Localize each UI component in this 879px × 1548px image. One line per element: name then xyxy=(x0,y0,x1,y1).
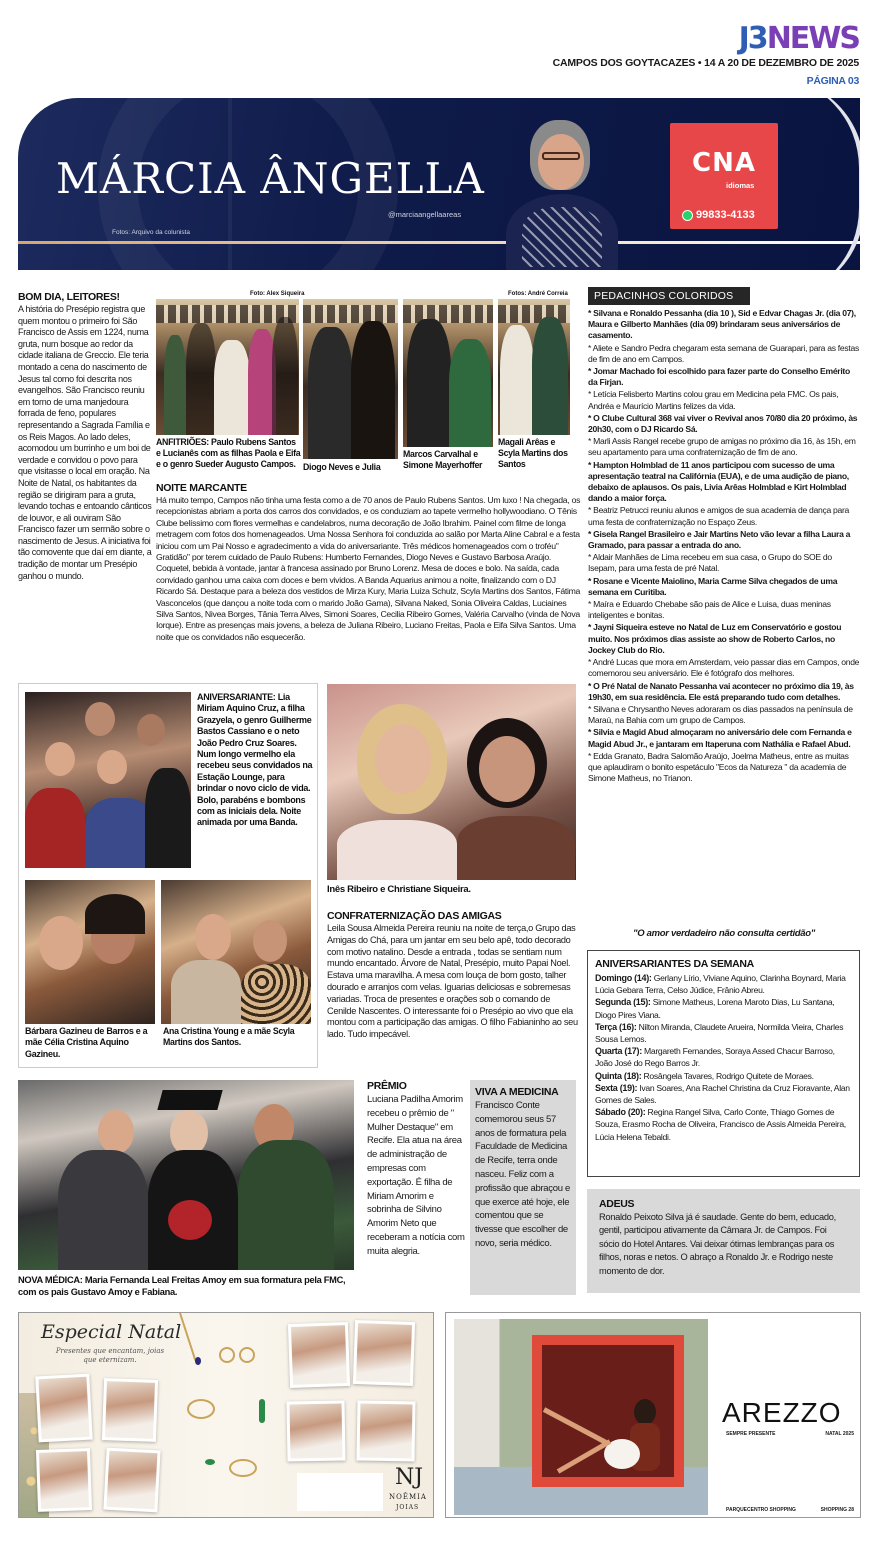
confraternizacao-section xyxy=(327,910,580,1041)
ad-model-photo xyxy=(353,1320,415,1386)
cna-phone xyxy=(682,209,755,222)
pedacinho-item: * André Lucas que mora em Amsterdam, veio passar dias em Campos, onde comemorou seu aniversário. Ele é fotógrafo dos melhores. xyxy=(588,657,860,679)
aniversariantes-box xyxy=(587,950,860,1177)
pedacinho-item: * Aldair Manhães de Lima recebeu em sua casa, o Grupo do SOE do Isepam, para uma festa de pré Natal. xyxy=(588,552,832,574)
pedacinhos-heading: PEDACINHOS COLORIDOS xyxy=(588,287,750,305)
dateline: CAMPOS DOS GOYTACAZES • 14 A 20 DE DEZEMBRO DE 2025 xyxy=(552,57,859,69)
page-number: PÁGINA 03 xyxy=(806,75,859,87)
day-names: Simone Matheus, Lorena Maroto Dias, Lu Santana, Diogo Pires Viana. xyxy=(595,997,835,1020)
ad-title: Especial Natal xyxy=(41,1321,182,1343)
arezzo-tag-left: SEMPRE PRESENTE xyxy=(726,1431,776,1437)
day-label: Quarta (17): xyxy=(595,1046,642,1057)
photo-marcos-simone xyxy=(403,299,493,447)
day-label: Sexta (19): xyxy=(595,1082,638,1093)
day-names: Ivan Soares, Ana Rachel Christina da Cruz Fioravante, Alan Gomes de Sales. xyxy=(595,1082,850,1106)
ad-model-photo xyxy=(288,1322,350,1388)
photo-credit-andre: Fotos: André Correia xyxy=(508,291,568,297)
pedacinho-item: * Rosane e Vicente Maiolino, Maria Carme Silva chegados de uma semana em Curitiba. xyxy=(588,575,838,597)
jewel-ring-emerald xyxy=(229,1459,257,1477)
whatsapp-icon xyxy=(682,210,693,221)
pedacinho-item: * Letícia Felisberto Martins colou grau em Medicina pela FMC. Os pais, Andréa e Maurício Martins felizes da vida. xyxy=(588,389,839,411)
noemia-brand: NOÊMIA xyxy=(389,1493,427,1501)
jewel-earring xyxy=(219,1347,235,1363)
day-label: Domingo (14): xyxy=(595,973,652,983)
photo-diogo-julia xyxy=(303,299,398,459)
arezzo-ad[interactable] xyxy=(445,1312,861,1518)
photo-anfitrioes xyxy=(156,299,299,435)
pedacinho-item: * Silvana e Ronaldo Pessanha (dia 10 ), Sid e Edvar Chagas Jr. (dia 07), Maura e Gilberto Manhães (dia 09) brindaram seus aniversários de casamento. xyxy=(588,308,856,341)
caption-diogo-julia: Diogo Neves e Julia xyxy=(303,462,381,472)
caption-ana-scyla: Ana Cristina Young e a mãe Scyla Martins dos Santos. xyxy=(163,1026,295,1048)
noite-marcante-heading: NOITE MARCANTE xyxy=(156,482,247,494)
confraternizacao-heading: CONFRATERNIZAÇÃO DAS AMIGAS xyxy=(327,910,502,922)
pedacinho-item: * O Clube Cultural 368 vai viver o Revival anos 70/80 dia 20 próximo, às 20h30, com o DJ Ricardo Sá. xyxy=(588,412,858,435)
ad-model-photo xyxy=(103,1448,160,1513)
pedacinho-item: * Silvia e Magid Abud almoçaram no aniversário dele com Fernanda e Magid Abud Jr., e jantaram em Itaperuna com Nathália e Rafael Abud. xyxy=(588,727,852,749)
photo-credit-alex: Foto: Alex Siqueira xyxy=(250,291,305,297)
jewel-ring xyxy=(187,1399,215,1419)
cna-phone-number: 99833-4133 xyxy=(696,209,755,221)
pedacinho-item: * Aliete e Sandro Pedra chegaram esta semana de Guarapari, para as festas de fim de ano em Campos. xyxy=(588,342,859,364)
noemia-joias-ad[interactable] xyxy=(18,1312,434,1518)
caption-marcos-simone: Marcos Carvalhal e Simone Mayerhoffer xyxy=(403,449,483,470)
noemia-monogram: NJ xyxy=(395,1465,424,1490)
aniversariantes-day xyxy=(595,1045,852,1069)
quote: "O amor verdadeiro não consulta certidão" xyxy=(632,928,815,939)
pedacinho-item: * Jayni Siqueira esteve no Natal de Luz em Conservatório e gostou muito. Nos próximos dias assiste ao show de Roberto Carlos, no Jockey Club do Rio. xyxy=(588,622,842,655)
photo-ines-christiane xyxy=(327,684,576,880)
ad-model-photo xyxy=(286,1400,345,1461)
caption-barbara-celia: Bárbara Gazineu de Barros e a mãe Célia Cristina Aquino Gazineu. xyxy=(25,1026,148,1059)
pedacinho-item: * Hampton Holmblad de 11 anos participou com sucesso de uma apresentação teatral na Califórnia (EUA), e de uma audição de piano, debaixo de aplausos. Os pais, Livia Arêas Holmblad e Kirt Holmblad dando a maior força. xyxy=(588,459,849,504)
aniversariantes-day xyxy=(595,996,852,1020)
adeus-section xyxy=(587,1189,860,1293)
day-names: Margareth Fernandes, Soraya Assed Chacur Barroso, João José do Rego Barros Jr. xyxy=(595,1046,835,1069)
day-label: Quinta (18): xyxy=(595,1070,642,1081)
day-names: Nilton Miranda, Claudete Arueira, Normilda Vieira, Charles Sousa Lemos. xyxy=(595,1021,844,1045)
ad-model-photo xyxy=(35,1374,92,1443)
j3news-logo xyxy=(738,21,859,56)
cna-sub: idiomas xyxy=(726,181,755,190)
ad-model-photo xyxy=(102,1378,158,1442)
day-label: Terça (16): xyxy=(595,1021,637,1032)
ad-store-info xyxy=(297,1473,383,1511)
aniversariantes-heading: ANIVERSARIANTES DA SEMANA xyxy=(595,958,754,970)
pedacinhos-list xyxy=(588,308,860,785)
aniversariantes-day xyxy=(595,972,852,996)
day-label: Segunda (15): xyxy=(595,997,651,1008)
caption-anfitrioes: ANFITRIÕES: Paulo Rubens Santos e Lucianês com as filhas Paola e Eifa e o genro Sueder Augusto Campos. xyxy=(156,437,301,469)
confraternizacao-text: Leila Sousa Almeida Pereira reuniu na noite de terça,o Grupo das Amigas do Chá, para um jantar em seu belo apê, todo decorado com motivo natalino. Desde a entrada , todas se sentiam num mundo encantado. Árvore de Natal, Presépio, muito Papai Noel. Estava uma maravilha. A mesa com louça de bom gosto, talher dourado e arranjos com velas. Iguarias deliciosas e sobremesas variadas. Troca de presentes e orações sob o comando de Cenilde Nascentes. O interessante foi o Presépio ao vivo que ela montou com a participação das amigas. O filho Fabianinho ao seu lado. Tudo impecável. xyxy=(327,923,578,1040)
noemia-brand-sub: JOIAS xyxy=(396,1504,420,1511)
logo-news: NEWS xyxy=(766,21,859,56)
jewel-pendant-emerald xyxy=(205,1459,215,1465)
pedacinho-item: * Silvana e Chrysantho Neves adoraram os dias passados na península de Maraú, na Bahia com um grupo de Campos. xyxy=(588,703,853,726)
photo-barbara-celia xyxy=(25,880,155,1024)
banner-gold-line xyxy=(18,241,860,244)
caption-nova-medica: NOVA MÉDICA: Maria Fernanda Leal Freitas Amoy em sua formatura pela FMC, com os pais Gustavo Amoy e Fabiana. xyxy=(18,1275,346,1297)
premio-text: Luciana Padilha Amorim recebeu o prêmio de " Mulher Destaque" em Recife. Ela atua na área de administração de empresas com exportação. É filha de Miriam Amorim e sobrinha de Silvino Amorim Neto que receberam a notícia com muita alegria. xyxy=(367,1094,465,1257)
aniversariantes-day xyxy=(595,1070,852,1082)
caption-magali-scyla: Magali Arêas e Scyla Martins dos Santos xyxy=(498,437,568,469)
viva-medicina-text: Francisco Conte comemorou seus 57 anos de formatura pela Faculdade de Medicina de Recife, terra onde nasceu. Feliz com a profissão que abraçou e que exerce até hoje, ele comentou que se tivesse que escolher de novo, seria médico. xyxy=(475,1100,571,1249)
arezzo-footer-left: PARQUECENTRO SHOPPING xyxy=(726,1507,796,1513)
photo-magali-scyla xyxy=(498,299,570,435)
day-label: Sábado (20): xyxy=(595,1107,646,1118)
pedacinho-item: * Beatriz Petrucci reuniu alunos e amigos de sua academia de dança para uma festa de confraternização no Espaço Zeus. xyxy=(588,505,850,527)
bom-dia-text: A história do Presépio registra que quem montou o primeiro foi São Francisco de Assis em 1224, numa gruta, num bosque ao redor da cidade italiana de Greccio. Ele teria montado a cena do nascimento de Jesus tal como foi descrita nos evangelhos. São Francisco reuniu em torno de uma manjedoura forrada de feno, populares representando a Sagrada Família e os Reis Magos. Ao lado deles, acomodou um burrinho e um boi de verdade e convidou o povo para que visitasse o local em oração. Na Noite de Natal, os habitantes da região se dirigiram para a gruta, levando tochas e entoando cânticos de louvor, e ali ouviram São Francisco fazer um sermão sobre o nascimento de Jesus. A iniciativa foi tão comovente que daí em diante, a tradição de montar um Presépio ganhou o mundo. xyxy=(18,304,152,581)
premio-section xyxy=(367,1080,465,1259)
adeus-heading: ADEUS xyxy=(599,1198,635,1210)
aniversariantes-day xyxy=(595,1021,852,1045)
jewel-pendant xyxy=(195,1357,201,1365)
cna-ad[interactable] xyxy=(670,123,778,229)
column-banner xyxy=(18,98,860,270)
premio-heading: PRÊMIO xyxy=(367,1080,407,1092)
bom-dia-section xyxy=(18,291,152,582)
pedacinho-item: * Maíra e Eduardo Chebabe são pais de Alice e Luisa, duas meninas inteligentes e bonitas. xyxy=(588,599,831,621)
arezzo-footer-right: SHOPPING 28 xyxy=(820,1507,854,1513)
adeus-text: Ronaldo Peixoto Silva já é saudade. Gente do bem, educado, gentil, participou ativamente da Câmara Jr. de Campos. Foi sócio do Hotel Antares. Vai deixar ótimas lembranças para os filhos, noras e netos. O abraço a Ronaldo Jr. e Rodrigo neste momento de dor. xyxy=(599,1212,836,1276)
banner-decoration xyxy=(774,98,860,270)
noite-marcante-section xyxy=(156,482,582,643)
pedacinho-item: * Marli Assis Rangel recebe grupo de amigas no próximo dia 16, às 15h, em seu apartamento para uma confraternização de fim de ano. xyxy=(588,436,856,458)
bom-dia-heading: BOM DIA, LEITORES! xyxy=(18,291,120,303)
aniversariantes-day xyxy=(595,1106,852,1143)
pedacinho-item: * Edda Granato, Badra Salomão Araújo, Joelma Matheus, entre as muitas que aplaudiram o bonito espetáculo "Ecos da Natureza " da academia de Simone Matheus, no Trianon. xyxy=(588,750,849,784)
arezzo-photo xyxy=(454,1319,708,1515)
columnist-portrait xyxy=(500,112,620,270)
arezzo-logo: AREZZO xyxy=(722,1397,842,1428)
pedacinho-item: * O Pré Natal de Nanato Pessanha vai acontecer no próximo dia 19, às 19h30, em sua residência. Ele está preparando tudo com detalhes. xyxy=(588,680,854,702)
pedacinho-item: * Gisela Rangel Brasileiro e Jair Martins Neto vão levar a filha Laura a Gramado, para passar a entrada do ano. xyxy=(588,528,851,551)
aniversariante-box xyxy=(18,683,318,1068)
day-names: Gerlany Lírio, Viviane Aquino, Clarinha Boynard, Maria Lúcia Gebara Terra, Celso Júdice, Frânio Abreu. xyxy=(595,973,846,996)
aniversariantes-day xyxy=(595,1082,852,1106)
day-names: Regina Rangel Silva, Carlo Conte, Thiago Gomes de Souza, Erasmo Rocha de Oliveira, Francisco de Assis Almeida Pereira, Lúcia Helena Tebaldi. xyxy=(595,1107,846,1142)
ad-model-photo xyxy=(356,1400,415,1461)
instagram-handle: @marciaangellaareas xyxy=(388,210,462,219)
viva-medicina-heading: VIVA A MEDICINA xyxy=(475,1086,559,1098)
ad-model-photo xyxy=(36,1448,92,1512)
photo-nova-medica xyxy=(18,1080,354,1270)
photo-ana-scyla xyxy=(161,880,311,1024)
ad-tagline: Presentes que encantam, joias que eternizam. xyxy=(55,1347,165,1364)
viva-medicina-section xyxy=(470,1080,576,1295)
day-names: Rosângela Tavares, Rodrigo Quitete de Moraes. xyxy=(641,1070,814,1081)
jewel-earring xyxy=(239,1347,255,1363)
noite-marcante-text: Há muito tempo, Campos não tinha uma festa como a de 70 anos de Paulo Rubens Santos. Um luxo ! Na chegada, os recepcionistas abriam a porta dos carros dos convidados, e os conduziam ao tapete vermelho hollywoodiano. O Tênis Clube belíssimo com flores vermelhas e candelabros, numa decoração de João Ibrahim. Painel com filme de longa metragem com fotos dos homenageados. Uma Nossa Senhora foi conduzida ao salão por Marta Aline Cabral e a festa iniciou com um Pai Nosso e agradecimento a vida do aniversariante. Três médicos homenageados com o troféu" Gratidão" por terem cuidado de Paulo Rubens: Humberto Fernandes, Diogo Neves e Gustavo Barbosa Araújo. Coquetel, bebida à vontade, jantar à francesa assinado por Bruno Lorenz. Mesa de doces e bolo. Na saída, cada convidado ganhou uma caixa com doces e bem vividos. A Banda Aquarius animou a noite, finalizando com o DJ Ricardo Sá. Destaque para a beleza dos vestidos de Mirza Kury, Maria Luiza Schulz, Scyla Martins dos Santos, Fátima Vasconcelos (que dançou a noite toda com o marido João Gama), Silvana Naked, Sonia Oliveira Caldas, Luciaines Silva Santos, Nivea Borges, Tânia Terra Alves, Simoni Soares, Cecilia Ribeiro Gomes, Valéria Carvalho (vinda de Nova Iorque). Entre as presenças mais jovens, a beleza de Juliana Ribeiro, Luciano Freitas, Paola e Eifa Silva Santos. Uma noite que os convidados não esquecerão. xyxy=(156,495,581,642)
logo-j3: J3 xyxy=(738,21,767,56)
caption-ines: Inês Ribeiro e Christiane Siqueira. xyxy=(327,884,471,895)
caption-aniversariante: ANIVERSARIANTE: Lia Miriam Aquino Cruz, a filha Grazyela, o genro Guilherme Bastos Cassiano e o neto João Pedro Cruz Soares. Num longo vermelho ela recebeu seus convidados na Estação Lounge, para brindar o novo ciclo de vida. Bolo, parabéns e bombons com as iniciais dela. Noite animada por uma Banda. xyxy=(197,692,313,828)
pedacinho-item: * Jomar Machado foi escolhido para fazer parte do Conselho Emérito da Firjan. xyxy=(588,366,850,388)
cna-logo: CNA xyxy=(692,148,756,178)
photo-aniversariante xyxy=(25,692,191,868)
jewel-earring-emerald xyxy=(259,1399,265,1423)
arezzo-tag-right: NATAL 2025 xyxy=(825,1431,854,1437)
photo-credit: Fotos: Arquivo da colunista xyxy=(112,229,191,236)
column-title: MÁRCIA ÂNGELLA xyxy=(56,154,485,203)
